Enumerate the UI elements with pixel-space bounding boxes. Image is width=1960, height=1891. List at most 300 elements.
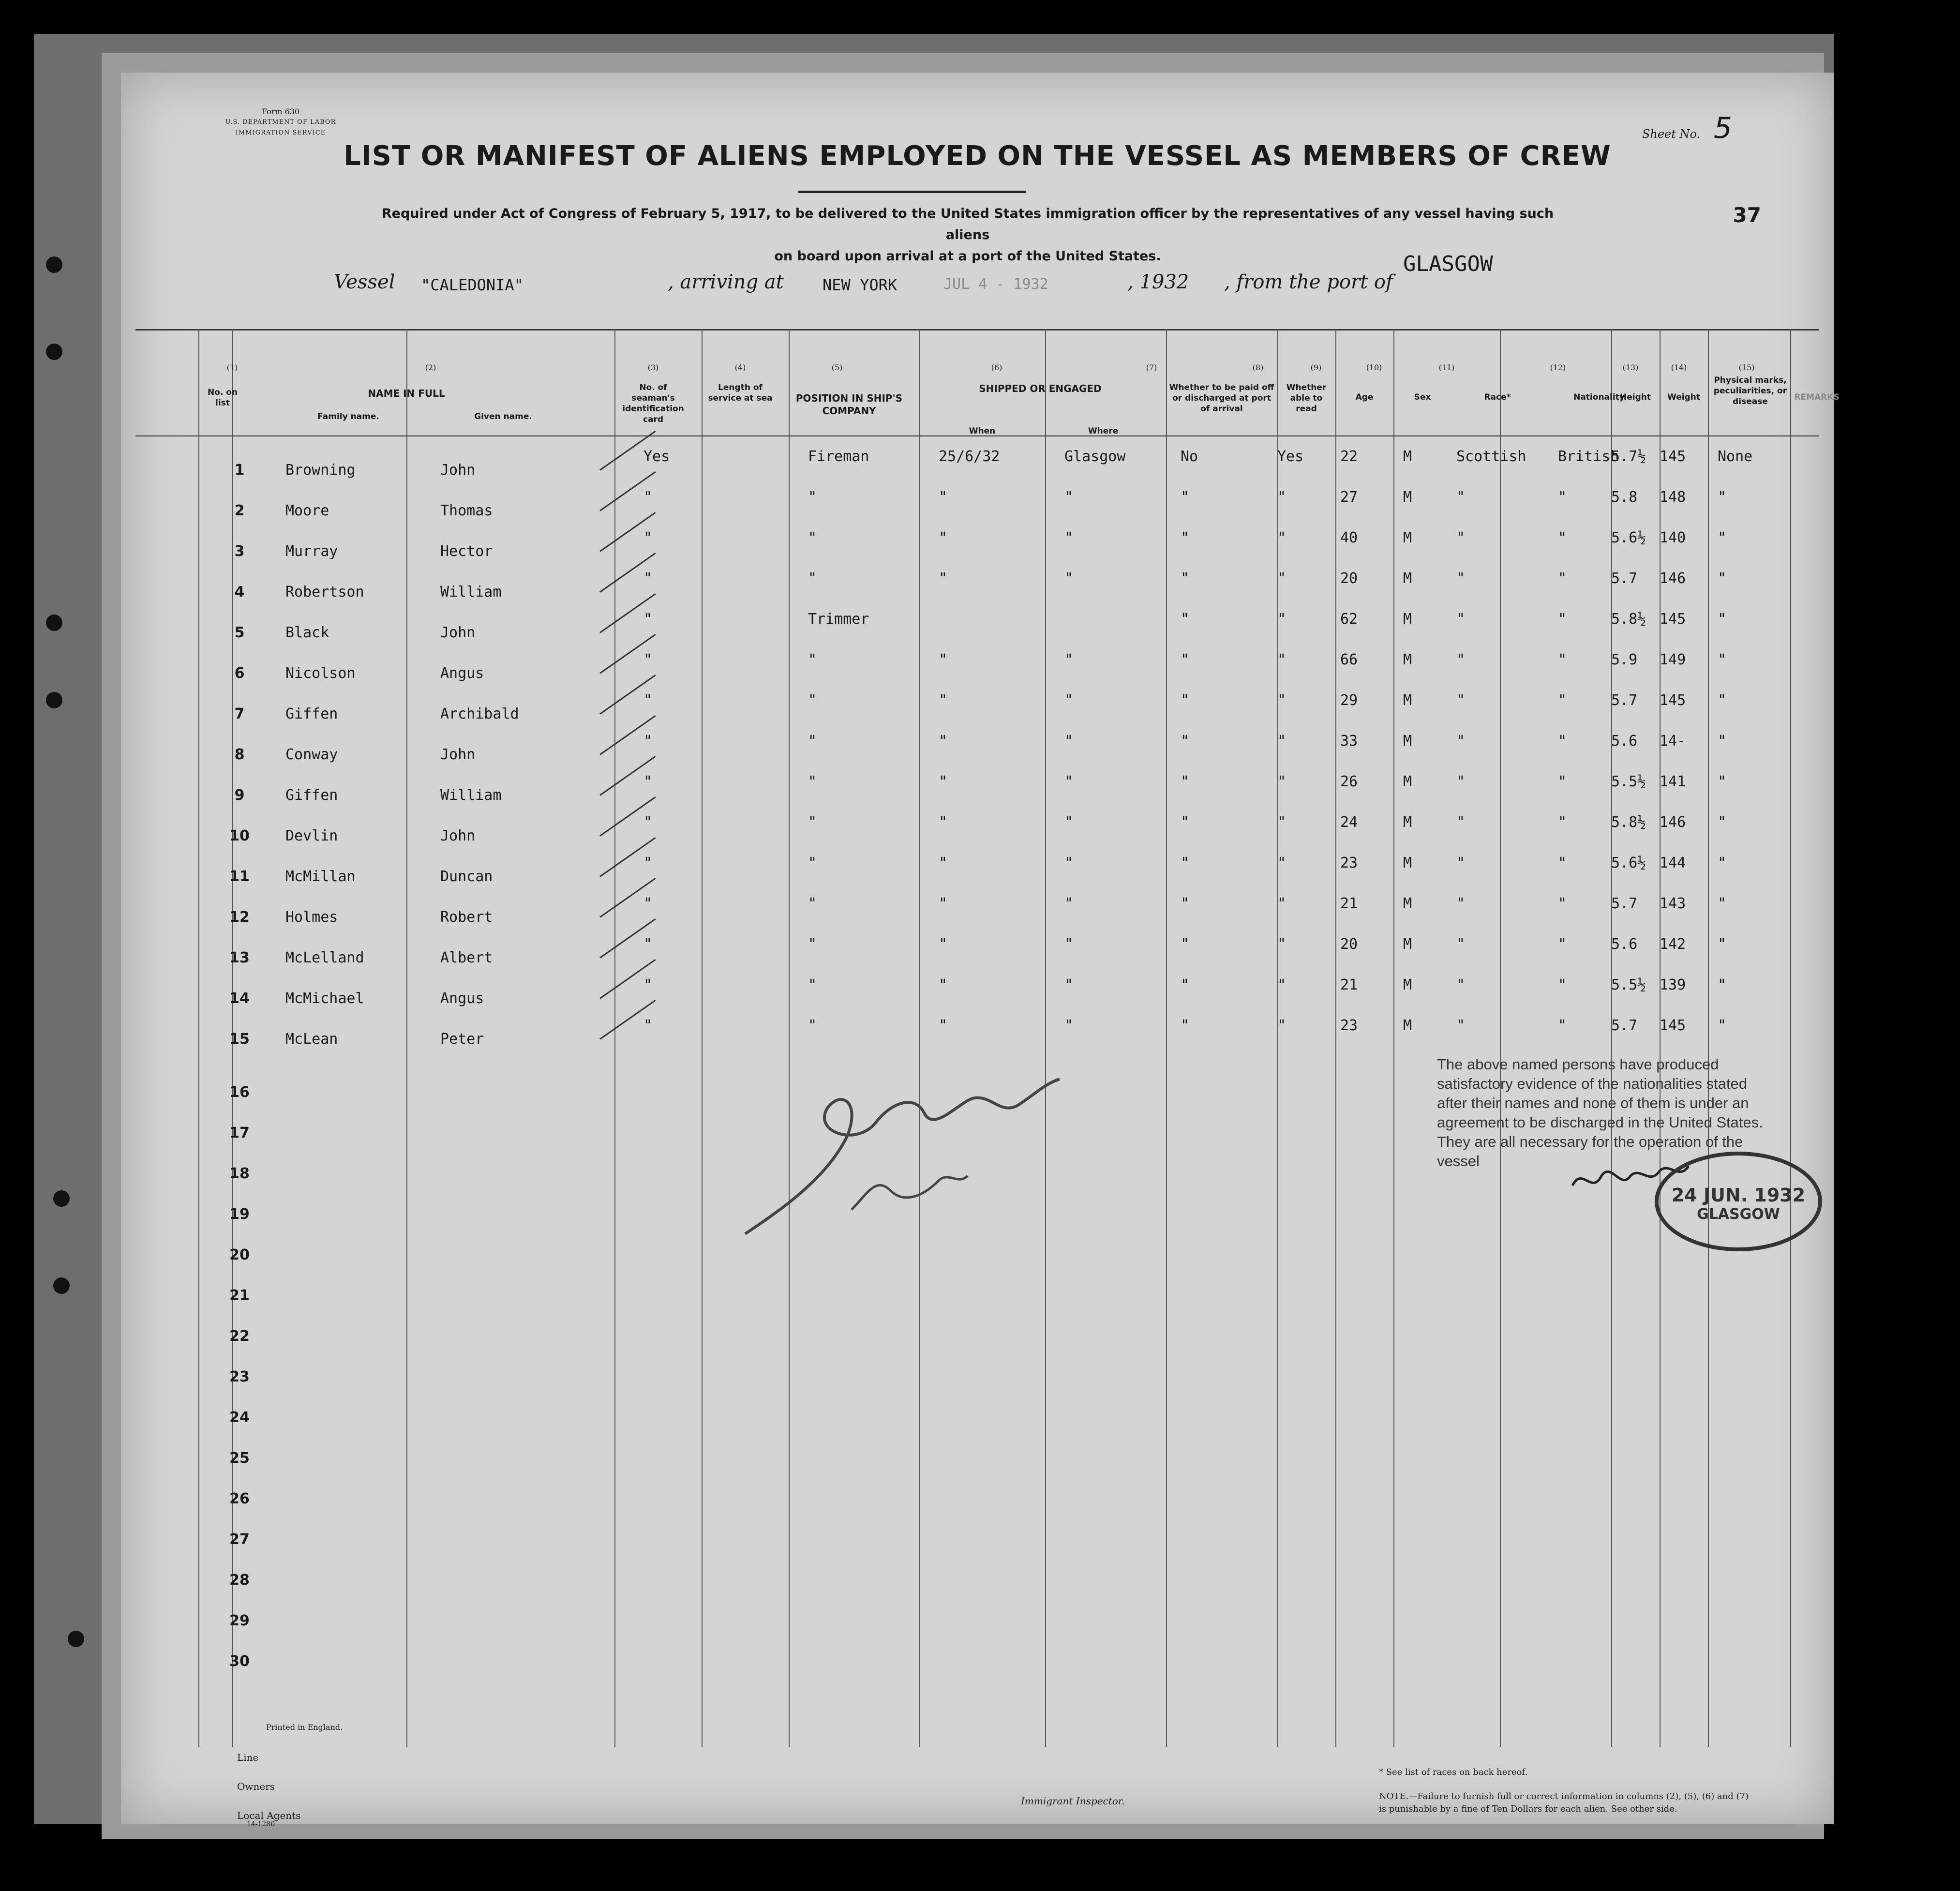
shipped-where: Glasgow: [1064, 448, 1126, 465]
height: 5.8½: [1611, 814, 1646, 831]
paid-off: ": [1181, 570, 1190, 587]
col-rule: [1393, 329, 1394, 1747]
punch-hole: [53, 1277, 70, 1294]
subtitle: [363, 203, 1572, 267]
family-name: Nicolson: [285, 665, 356, 682]
header-given-name: Given name.: [474, 412, 532, 421]
able-to-read: ": [1277, 976, 1287, 993]
race: ": [1456, 1017, 1466, 1034]
physical-marks: ": [1718, 1017, 1727, 1034]
nationality: ": [1558, 895, 1567, 912]
given-name: Angus: [440, 665, 484, 682]
sex: M: [1403, 773, 1412, 790]
age: 29: [1340, 692, 1358, 709]
empty-row-number: 28: [229, 1572, 250, 1589]
manifest-sheet: [121, 73, 1840, 1828]
page-title: LIST OR MANIFEST OF ALIENS EMPLOYED ON THE VESSEL AS MEMBERS OF CREW: [344, 140, 1611, 172]
race: ": [1456, 692, 1466, 709]
id-card: ": [643, 651, 653, 668]
able-to-read: ": [1277, 895, 1287, 912]
family-name: McMillan: [285, 868, 356, 885]
arriving-label: , arriving at: [668, 271, 784, 293]
shipped-where: ": [1064, 651, 1074, 668]
able-to-read: ": [1277, 855, 1287, 871]
paid-off: ": [1181, 895, 1190, 912]
header-where: Where: [1088, 426, 1119, 436]
weight: 142: [1660, 936, 1686, 953]
penalty-note-2: is punishable by a fine of Ten Dollars for each alien. See other side.: [1379, 1804, 1677, 1814]
weight: 145: [1660, 448, 1686, 465]
age: 66: [1340, 651, 1358, 668]
nationality: ": [1558, 570, 1567, 587]
col-number: (9): [1310, 363, 1322, 372]
punch-hole: [68, 1631, 84, 1647]
age: 24: [1340, 814, 1358, 831]
race: ": [1456, 895, 1466, 912]
row-number: 4: [234, 584, 245, 600]
id-card: ": [643, 814, 653, 831]
family-name: Devlin: [285, 827, 338, 844]
able-to-read: ": [1277, 936, 1287, 953]
empty-row-number: 30: [229, 1653, 250, 1670]
shipped-where: ": [1064, 936, 1074, 953]
nationality: ": [1558, 651, 1567, 668]
empty-row-number: 17: [229, 1125, 250, 1141]
family-name: McLean: [285, 1031, 338, 1048]
physical-marks: ": [1718, 855, 1727, 871]
empty-row-number: 26: [229, 1490, 250, 1507]
subtitle-line-1: Required under Act of Congress of February 5, 1917, to be delivered to the United States immigration officer by the representatives of any vessel having such aliens: [381, 206, 1554, 242]
sex: M: [1403, 651, 1412, 668]
header-nationality: Nationality: [1573, 392, 1625, 402]
stamp-date: 24 JUN. 1932: [1671, 1185, 1806, 1206]
race: ": [1456, 976, 1466, 993]
header-height: Height: [1620, 392, 1651, 402]
empty-row-number: 24: [229, 1409, 250, 1426]
race: ": [1456, 855, 1466, 871]
shipped-when: 25/6/32: [939, 448, 1000, 465]
id-card: ": [643, 489, 653, 506]
col-rule: [1708, 329, 1709, 1747]
row-number: 15: [229, 1031, 250, 1048]
weight: 139: [1660, 976, 1686, 993]
nationality: ": [1558, 611, 1567, 628]
punch-hole: [53, 1190, 70, 1207]
race: ": [1456, 489, 1466, 506]
sex: M: [1403, 936, 1412, 953]
sex: M: [1403, 611, 1412, 628]
header-marks: Physical marks, peculiarities, or disease: [1713, 375, 1787, 406]
position: ": [808, 855, 817, 871]
able-to-read: ": [1277, 489, 1287, 506]
able-to-read: ": [1277, 529, 1287, 546]
col-rule: [1790, 329, 1791, 1747]
shipped-when: ": [939, 489, 948, 506]
race: ": [1456, 773, 1466, 790]
col-rule: [1166, 329, 1167, 1747]
family-name: Browning: [285, 462, 356, 479]
sex: M: [1403, 692, 1412, 709]
shipped-when: ": [939, 855, 948, 871]
col-rule: [406, 329, 407, 1747]
id-card: ": [643, 855, 653, 871]
row-number: 6: [234, 665, 245, 682]
footer-line: Line: [237, 1752, 259, 1763]
punch-hole: [46, 256, 62, 273]
family-name: Holmes: [285, 909, 338, 926]
footer-owners: Owners: [237, 1781, 275, 1792]
physical-marks: ": [1718, 651, 1727, 668]
given-name: John: [440, 827, 476, 844]
given-name: John: [440, 462, 476, 479]
height: 5.8: [1611, 489, 1638, 506]
able-to-read: ": [1277, 773, 1287, 790]
shipped-where: ": [1064, 855, 1074, 871]
signature-stroke: [745, 1079, 1060, 1234]
paid-off: ": [1181, 651, 1190, 668]
family-name: Moore: [285, 502, 329, 519]
empty-row-number: 20: [229, 1246, 250, 1263]
physical-marks: ": [1718, 814, 1727, 831]
physical-marks: ": [1718, 489, 1727, 506]
age: 40: [1340, 529, 1358, 546]
family-name: McLelland: [285, 949, 364, 966]
id-card: ": [643, 895, 653, 912]
given-name: William: [440, 584, 502, 600]
id-card: ": [643, 1017, 653, 1034]
height: 5.7: [1611, 895, 1638, 912]
col-number: (10): [1366, 363, 1382, 372]
subtitle-line-2: on board upon arrival at a port of the United States.: [774, 249, 1161, 264]
shipped-where: ": [1064, 692, 1074, 709]
header-id-card: No. of seaman's identification card: [622, 383, 684, 424]
age: 62: [1340, 611, 1358, 628]
physical-marks: ": [1718, 611, 1727, 628]
shipped-when: ": [939, 895, 948, 912]
col-number: (7): [1146, 363, 1157, 372]
sex: M: [1403, 1017, 1412, 1034]
shipped-where: ": [1064, 529, 1074, 546]
row-number: 5: [234, 624, 245, 641]
able-to-read: ": [1277, 1017, 1287, 1034]
paid-off: ": [1181, 692, 1190, 709]
able-to-read: ": [1277, 733, 1287, 750]
given-name: Duncan: [440, 868, 493, 885]
sex: M: [1403, 855, 1412, 871]
family-name: Conway: [285, 746, 338, 763]
sex: M: [1403, 570, 1412, 587]
physical-marks: ": [1718, 895, 1727, 912]
physical-marks: ": [1718, 570, 1727, 587]
given-name: Hector: [440, 543, 493, 560]
header-name-in-full: NAME IN FULL: [368, 388, 445, 399]
shipped-when: ": [939, 936, 948, 953]
header-remarks: REMARKS: [1794, 392, 1840, 402]
race: ": [1456, 611, 1466, 628]
height: 5.6: [1611, 733, 1638, 750]
row-number: 11: [229, 868, 250, 885]
col-number: (3): [647, 363, 659, 372]
id-card: ": [643, 611, 653, 628]
physical-marks: None: [1718, 448, 1753, 465]
page-number: 37: [1733, 203, 1761, 227]
shipped-when: ": [939, 692, 948, 709]
inspector-signature: [731, 1050, 1069, 1253]
able-to-read: Yes: [1277, 448, 1304, 465]
age: 20: [1340, 570, 1358, 587]
physical-marks: ": [1718, 936, 1727, 953]
given-name: John: [440, 624, 476, 641]
arrival-date-stamp: JUL 4 - 1932: [943, 276, 1048, 293]
height: 5.7: [1611, 1017, 1638, 1034]
paid-off: No: [1181, 448, 1198, 465]
col-rule: [919, 329, 920, 1747]
col-number: (6): [991, 363, 1002, 372]
sex: M: [1403, 529, 1412, 546]
id-card: ": [643, 936, 653, 953]
age: 27: [1340, 489, 1358, 506]
row-number: 2: [234, 502, 245, 519]
service: IMMIGRATION SERVICE: [235, 129, 326, 136]
shipped-when: ": [939, 976, 948, 993]
empty-row-number: 19: [229, 1206, 250, 1223]
sex: M: [1403, 814, 1412, 831]
stamp-city: GLASGOW: [1697, 1206, 1780, 1223]
weight: 140: [1660, 529, 1686, 546]
able-to-read: ": [1277, 651, 1287, 668]
form-number: Form 630: [261, 107, 300, 116]
physical-marks: ": [1718, 773, 1727, 790]
height: 5.6½: [1611, 855, 1646, 871]
shipped-when: ": [939, 814, 948, 831]
shipped-when: ": [939, 733, 948, 750]
given-name: Albert: [440, 949, 493, 966]
shipped-where: ": [1064, 489, 1074, 506]
height: 5.9: [1611, 651, 1638, 668]
age: 20: [1340, 936, 1358, 953]
header-paid-off: Whether to be paid off or discharged at port of arrival: [1169, 383, 1274, 414]
physical-marks: ": [1718, 733, 1727, 750]
family-name: Murray: [285, 543, 338, 560]
nationality: ": [1558, 692, 1567, 709]
nationality: ": [1558, 814, 1567, 831]
signature-suffix-stroke: [852, 1176, 968, 1210]
header-weight: Weight: [1667, 392, 1700, 402]
height: 5.7: [1611, 692, 1638, 709]
position: ": [808, 936, 817, 953]
shipped-where: ": [1064, 773, 1074, 790]
weight: 144: [1660, 855, 1686, 871]
position: ": [808, 976, 817, 993]
paid-off: ": [1181, 936, 1190, 953]
header-shipped: SHIPPED OR ENGAGED: [979, 383, 1102, 394]
given-name: John: [440, 746, 476, 763]
race: ": [1456, 814, 1466, 831]
id-card: Yes: [643, 448, 670, 465]
col-number: (13): [1622, 363, 1639, 372]
year-label: , 1932: [1127, 271, 1189, 293]
given-name: Archibald: [440, 705, 519, 722]
header-age: Age: [1355, 392, 1374, 402]
nationality: ": [1558, 976, 1567, 993]
position: ": [808, 651, 817, 668]
from-label: , from the port of: [1224, 271, 1393, 293]
nationality: ": [1558, 733, 1567, 750]
shipped-when: ": [939, 773, 948, 790]
empty-row-number: 18: [229, 1165, 250, 1182]
race: ": [1456, 570, 1466, 587]
paid-off: ": [1181, 814, 1190, 831]
age: 26: [1340, 773, 1358, 790]
age: 21: [1340, 976, 1358, 993]
paid-off: ": [1181, 1017, 1190, 1034]
height: 5.7½: [1611, 448, 1646, 465]
position: ": [808, 570, 817, 587]
height: 5.6½: [1611, 529, 1646, 546]
nationality: ": [1558, 855, 1567, 871]
nationality-certification: The above named persons have produced satisfactory evidence of the nationalities stated after their names and none of them is under an agreement to be discharged in the United States. They are all necessary for the operation of the vessel: [1437, 1056, 1763, 1170]
sheet-label: Sheet No.: [1642, 127, 1701, 141]
paid-off: ": [1181, 529, 1190, 546]
weight: 143: [1660, 895, 1686, 912]
row-number: 3: [234, 543, 245, 560]
header-sex: Sex: [1414, 392, 1431, 402]
able-to-read: ": [1277, 611, 1287, 628]
able-to-read: ": [1277, 570, 1287, 587]
weight: 145: [1660, 611, 1686, 628]
col-number: (8): [1252, 363, 1264, 372]
row-number: 14: [229, 990, 250, 1007]
shipped-when: ": [939, 570, 948, 587]
position: Fireman: [808, 448, 869, 465]
nationality: British: [1558, 448, 1619, 465]
vessel-label: Vessel: [334, 271, 395, 293]
id-card: ": [643, 733, 653, 750]
punch-hole: [46, 692, 62, 708]
height: 5.5½: [1611, 773, 1646, 790]
col-rule: [198, 329, 199, 1747]
position: ": [808, 489, 817, 506]
given-name: William: [440, 787, 502, 804]
header-able-read: Whether able to read: [1286, 383, 1327, 414]
arriving-port: NEW YORK: [823, 276, 898, 294]
inspector-label: Immigrant Inspector.: [1021, 1795, 1125, 1807]
physical-marks: ": [1718, 692, 1727, 709]
nationality: ": [1558, 773, 1567, 790]
position: ": [808, 1017, 817, 1034]
height: 5.6: [1611, 936, 1638, 953]
races-note: * See list of races on back hereof.: [1379, 1767, 1528, 1777]
row-number: 9: [234, 787, 245, 804]
paid-off: ": [1181, 611, 1190, 628]
id-card: ": [643, 692, 653, 709]
given-name: Thomas: [440, 502, 493, 519]
nationality: ": [1558, 489, 1567, 506]
header-no-on-list: No. on list: [207, 388, 238, 408]
row-number: 8: [234, 746, 245, 763]
race: Scottish: [1456, 448, 1526, 465]
weight: 14-: [1660, 733, 1686, 750]
weight: 141: [1660, 773, 1686, 790]
col-rule: [702, 329, 703, 1747]
header-position: POSITION IN SHIP'S COMPANY: [795, 392, 903, 417]
age: 33: [1340, 733, 1358, 750]
col-number: (15): [1738, 363, 1755, 372]
form-identifier: [208, 106, 353, 138]
shipped-when: ": [939, 651, 948, 668]
paid-off: ": [1181, 733, 1190, 750]
position: ": [808, 814, 817, 831]
empty-row-number: 23: [229, 1368, 250, 1385]
vessel-name: "CALEDONIA": [421, 276, 524, 294]
row-number: 10: [229, 827, 250, 844]
sex: M: [1403, 489, 1412, 506]
height: 5.7: [1611, 570, 1638, 587]
family-name: Robertson: [285, 584, 364, 600]
printed-note: Printed in England.: [266, 1723, 343, 1732]
footer-agents: Local Agents: [237, 1810, 301, 1821]
table-top-rule: [135, 329, 1819, 330]
glasgow-stamp: [1655, 1152, 1822, 1251]
sex: M: [1403, 448, 1412, 465]
header-length-service: Length of service at sea: [708, 383, 773, 403]
position: ": [808, 529, 817, 546]
sex: M: [1403, 895, 1412, 912]
given-name: Peter: [440, 1031, 484, 1048]
paid-off: ": [1181, 976, 1190, 993]
race: ": [1456, 651, 1466, 668]
department: U.S. DEPARTMENT OF LABOR: [225, 119, 336, 126]
given-name: Angus: [440, 990, 484, 1007]
age: 21: [1340, 895, 1358, 912]
weight: 148: [1660, 489, 1686, 506]
paid-off: ": [1181, 773, 1190, 790]
weight: 149: [1660, 651, 1686, 668]
id-card: ": [643, 570, 653, 587]
empty-row-number: 21: [229, 1287, 250, 1304]
shipped-where: ": [1064, 570, 1074, 587]
col-number: (2): [425, 363, 436, 372]
race: ": [1456, 936, 1466, 953]
col-number: (14): [1671, 363, 1687, 372]
age: 23: [1340, 855, 1358, 871]
col-number: (4): [734, 363, 746, 372]
paid-off: ": [1181, 489, 1190, 506]
sex: M: [1403, 733, 1412, 750]
footer-form-code: 14-1280: [247, 1820, 275, 1828]
row-number: 1: [234, 462, 245, 479]
nationality: ": [1558, 529, 1567, 546]
empty-row-number: 22: [229, 1328, 250, 1345]
age: 23: [1340, 1017, 1358, 1034]
col-rule: [1500, 329, 1501, 1747]
col-number: (1): [226, 363, 238, 372]
weight: 146: [1660, 814, 1686, 831]
header-family-name: Family name.: [317, 412, 379, 421]
position: ": [808, 692, 817, 709]
shipped-where: ": [1064, 895, 1074, 912]
shipped-when: ": [939, 529, 948, 546]
empty-row-number: 29: [229, 1612, 250, 1629]
empty-row-number: 27: [229, 1531, 250, 1548]
from-port: GLASGOW: [1403, 252, 1493, 276]
position: ": [808, 773, 817, 790]
shipped-where: ": [1064, 976, 1074, 993]
family-name: Giffen: [285, 787, 338, 804]
col-rule: [1335, 329, 1336, 1747]
height: 5.5½: [1611, 976, 1646, 993]
position: Trimmer: [808, 611, 869, 628]
